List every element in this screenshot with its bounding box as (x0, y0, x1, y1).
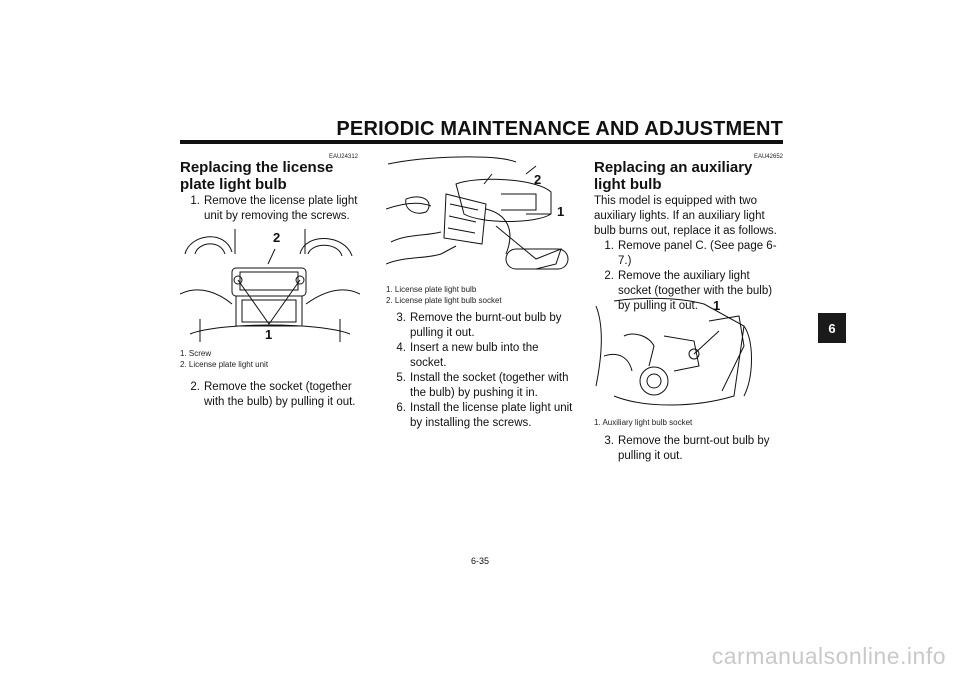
step-item: 5. Install the socket (together with the bulb) by pushing it in. (396, 372, 569, 399)
figure-label-1: 1 (557, 204, 565, 219)
chapter-tab: 6 (818, 313, 846, 343)
section-code: EAU24312 (328, 154, 358, 160)
header-rule (180, 140, 783, 144)
figure-captions (180, 348, 360, 370)
step-item: 2. Remove the auxiliary light socket (together with the bulb) by pulling it out. (604, 270, 773, 312)
step-item: 3. Remove the burnt-out bulb by pulling it out. (396, 312, 562, 339)
steps-list (594, 434, 784, 464)
steps-list (180, 380, 360, 410)
license-plate-light-unit-figure (180, 224, 360, 342)
page-number: 6-35 (470, 556, 489, 566)
figure-captions (594, 417, 784, 428)
section-heading: Replacing an auxiliary light bulb (594, 159, 753, 193)
steps-list (180, 194, 360, 224)
figure-label-2: 2 (273, 230, 281, 245)
caption-item: 1. License plate light bulb (386, 285, 477, 294)
section-code: EAU42652 (753, 154, 783, 160)
step-item: 6. Install the license plate light unit by installing the screws. (396, 402, 573, 429)
step-item: 3. Remove the burnt-out bulb by pulling it out. (604, 435, 770, 462)
step-item: 2. Remove the socket (together with the bulb) by pulling it out. (190, 381, 356, 408)
step-item: 1. Remove the license plate light unit by removing the screws. (190, 195, 358, 222)
figure-label-2: 2 (534, 172, 542, 187)
caption-item: 1. Screw (180, 349, 212, 358)
caption-item: 2. License plate light unit (180, 360, 269, 369)
figure-label-1: 1 (265, 327, 273, 342)
step-item: 1. Remove panel C. (See page 6-7.) (604, 240, 777, 267)
step-item: 4. Insert a new bulb into the socket. (396, 342, 539, 369)
caption-item: 2. License plate light bulb socket (386, 296, 502, 305)
auxiliary-light-socket-figure (594, 296, 784, 410)
bulb-socket-figure (386, 154, 576, 278)
watermark-text: carmanualsonline.info (711, 643, 946, 669)
figure-captions (386, 284, 576, 306)
steps-list (386, 311, 578, 431)
figure-label-1: 1 (713, 298, 721, 313)
section-heading: Replacing the license plate light bulb (180, 159, 334, 193)
intro-paragraph: This model is equipped with two auxiliary lights. If an auxiliary light bulb burns out, replace it as follows. (594, 195, 777, 237)
page-title: PERIODIC MAINTENANCE AND ADJUSTMENT (336, 118, 783, 140)
caption-item: 1. Auxiliary light bulb socket (594, 418, 693, 427)
